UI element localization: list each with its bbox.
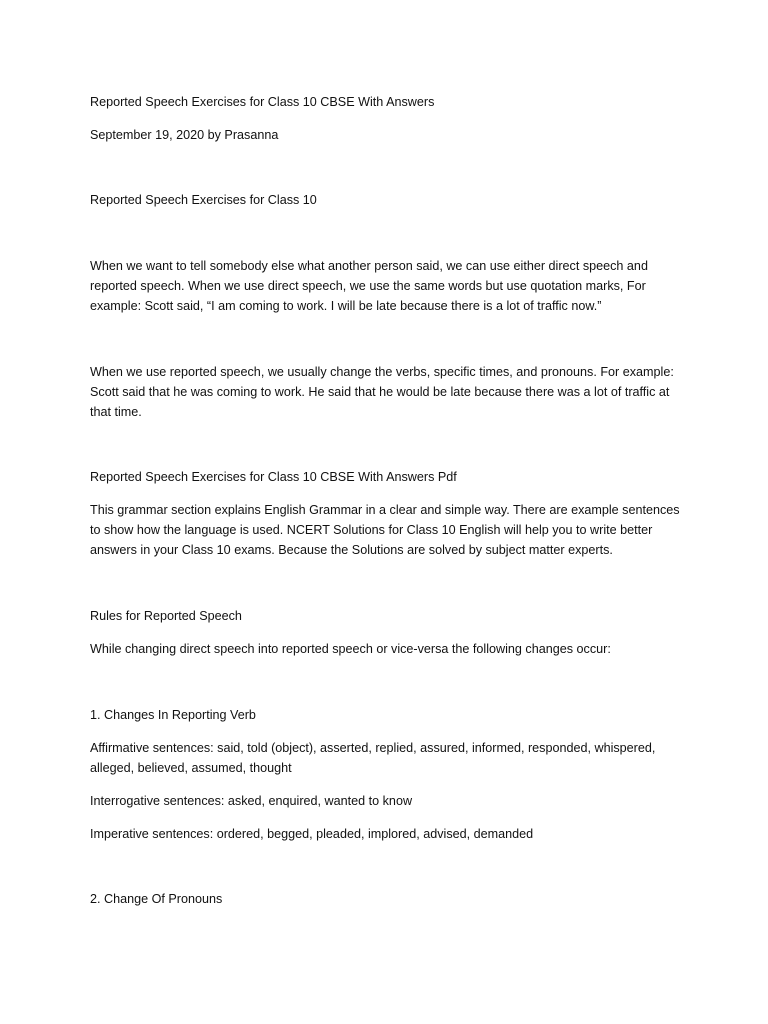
section-heading: 2. Change Of Pronouns bbox=[90, 892, 223, 906]
paragraph-reported-speech: When we use reported speech, we usually change the verbs, specific times, and pronouns. For example: Scott said that he was coming to work. He said that he would be late because there was a lot of traffic at that time. bbox=[90, 365, 674, 419]
affirmative-verbs: Affirmative sentences: said, told (object), asserted, replied, assured, informed, responded, whispered, alleged, believed, assumed, thought bbox=[90, 741, 656, 775]
document-title: Reported Speech Exercises for Class 10 CBSE With Answers bbox=[90, 95, 435, 109]
section-heading: Reported Speech Exercises for Class 10 bbox=[90, 193, 317, 207]
byline: September 19, 2020 by Prasanna bbox=[90, 128, 279, 142]
section-heading: Rules for Reported Speech bbox=[90, 609, 242, 623]
section-heading: Reported Speech Exercises for Class 10 CBSE With Answers Pdf bbox=[90, 470, 457, 484]
imperative-verbs: Imperative sentences: ordered, begged, pleaded, implored, advised, demanded bbox=[90, 827, 534, 841]
paragraph-grammar-section: This grammar section explains English Grammar in a clear and simple way. There are example sentences to show how the language is used. NCERT Solutions for Class 10 English will help you to write better answers in your Class 10 exams. Because the Solutions are solved by subject matter experts. bbox=[90, 503, 680, 557]
section-heading: 1. Changes In Reporting Verb bbox=[90, 708, 256, 722]
interrogative-verbs: Interrogative sentences: asked, enquired, wanted to know bbox=[90, 794, 413, 808]
paragraph-rules-intro: While changing direct speech into reported speech or vice-versa the following changes occur: bbox=[90, 642, 611, 656]
paragraph-direct-speech: When we want to tell somebody else what another person said, we can use either direct speech and reported speech. When we use direct speech, we use the same words but use quotation marks, For example: Scott said, “I am coming to work. I will be late because there is a lot of traffic now.” bbox=[90, 259, 648, 313]
